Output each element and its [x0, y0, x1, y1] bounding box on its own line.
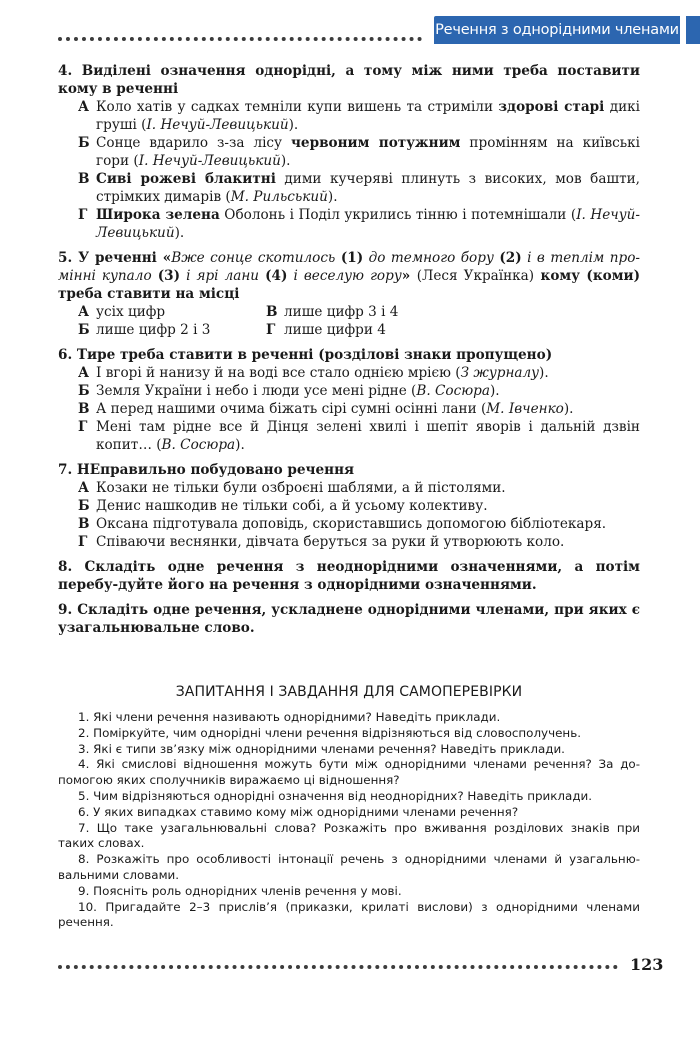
- option-text: Коло хатів у садках темніли купи вишень та стриміли здорові старі дикі груші (І. Нечуй-Левицький).: [96, 99, 640, 133]
- question-6-head: 6. Тире треба ставити в реченні (розділові знаки пропущено): [58, 347, 553, 363]
- question-7-head: 7. НЕправильно побудовано речення: [58, 462, 355, 478]
- selfcheck-title: ЗАПИТАННЯ І ЗАВДАННЯ ДЛЯ САМОПЕРЕВІРКИ: [175, 684, 523, 700]
- option-letter: А: [78, 304, 90, 320]
- q7-option-a: [78, 479, 640, 497]
- header-edge-bar: [686, 16, 700, 44]
- question-5-head: 5. У реченні «Вже сонце скотилось (1) до темного бору (2) і в теплім про-мінні купало (3) і ярі лани (4) і веселую гору» (Леся Українка) кому (коми) треба ставити на місці: [58, 250, 641, 302]
- bottom-dotted-rule: [58, 965, 618, 969]
- option-letter: В: [266, 304, 278, 320]
- page-number: 123: [630, 955, 664, 974]
- option-text: Широка зелена Оболонь і Поділ укрились тінню і потемнішали (І. Нечуй-Левицький).: [96, 207, 640, 241]
- option-letter: Г: [78, 419, 88, 435]
- option-letter: В: [78, 401, 90, 417]
- selfcheck-item: 7. Що таке узагальнювальні слова? Розкажіть про вживання розділових знаків при таких словах.: [58, 820, 640, 851]
- option-text: лише цифр 3 і 4: [284, 304, 399, 320]
- top-dotted-rule: [58, 37, 422, 41]
- option-text: Співаючи веснянки, дівчата беруться за руки й утворюють коло.: [96, 534, 565, 550]
- q4-option-b: [78, 134, 640, 170]
- q6-option-d: [78, 418, 640, 454]
- option-letter: Г: [266, 322, 276, 338]
- q5-option-d: [266, 321, 640, 339]
- option-text: лише цифри 4: [284, 322, 386, 338]
- option-text: лише цифр 2 і 3: [96, 322, 211, 338]
- selfcheck-item: 2. Поміркуйте, чим однорідні члени речення відрізняються від словосполучень.: [78, 725, 581, 740]
- q5-option-a: [78, 303, 266, 321]
- selfcheck-item: 4. Які смислові відношення можуть бути між однорідними членами речення? За до-помогою яких сполучників виражаємо ці відношення?: [58, 757, 640, 788]
- question-8-head: 8. Складіть одне речення з неоднорідними означеннями, а потім перебу-дуйте його на речення з однорідними означеннями.: [58, 559, 640, 593]
- selfcheck-item: 6. У яких випадках ставимо кому між однорідними членами речення?: [78, 804, 519, 819]
- option-letter: Г: [78, 534, 88, 550]
- option-text: Мені там рідне все й Дінця зелені хвилі і шепіт яворів і дальній дзвін копит… (В. Сосюра).: [96, 419, 640, 453]
- option-text: Оксана підготувала доповідь, скориставшись допомогою бібліотекаря.: [96, 516, 607, 532]
- q5-option-c: [266, 303, 640, 321]
- selfcheck-item: 9. Поясніть роль однорідних членів речення у мові.: [78, 883, 402, 898]
- selfcheck-item: 3. Які є типи зв’язку між однорідними членами речення? Наведіть приклади.: [78, 741, 565, 756]
- question-4: [58, 62, 640, 242]
- option-text: Козаки не тільки були озброєні шаблями, а й пістолями.: [96, 480, 506, 496]
- option-text: Денис нашкодив не тільки собі, а й усьому колективу.: [96, 498, 488, 514]
- selfcheck-item: 1. Які члени речення називають однорідними? Наведіть приклади.: [78, 710, 501, 724]
- option-letter: А: [78, 99, 90, 115]
- q5-options: [78, 303, 640, 339]
- section-header: Речення з однорідними членами: [434, 16, 680, 44]
- q4-option-c: [78, 170, 640, 206]
- q7-option-c: [78, 515, 640, 533]
- q5-option-b: [78, 321, 266, 339]
- option-text: Сонце вдарило з-за лісу червоним потужним промінням на київські гори (І. Нечуй-Левицький).: [96, 135, 641, 169]
- q4-option-d: [78, 206, 640, 242]
- q6-option-a: [78, 364, 640, 382]
- selfcheck-item: 10. Пригадайте 2–3 прислів’я (приказки, крилаті вислови) з однорідними членами речення.: [58, 899, 640, 930]
- question-4-head: 4. Виділені означення однорідні, а тому між ними треба поставити кому в реченні: [58, 63, 640, 97]
- question-9: [58, 601, 640, 637]
- selfcheck-item: 5. Чим відрізняються однорідні означення від неоднорідних? Наведіть приклади.: [78, 788, 593, 803]
- option-letter: А: [78, 365, 90, 381]
- option-text: Сиві рожеві блакитні дими кучеряві плинуть з високих, мов башти, стрімких димарів (М. Рильський).: [96, 171, 640, 205]
- option-letter: А: [78, 480, 90, 496]
- option-text: А перед нашими очима біжать сірі сумні осінні лани (М. Івченко).: [96, 401, 574, 417]
- q6-option-b: [78, 382, 640, 400]
- selfcheck-list: [58, 710, 640, 931]
- option-letter: Г: [78, 207, 88, 223]
- option-text: усіх цифр: [96, 304, 166, 320]
- question-6: [58, 346, 640, 454]
- option-text: І вгорі й нанизу й на воді все стало однією мрією (З журналу).: [96, 365, 549, 381]
- selfcheck-item: 8. Розкажіть про особливості інтонації речень з однорідними членами й узагальню-вальними словами.: [58, 852, 640, 882]
- option-letter: Б: [78, 322, 90, 338]
- question-7: [58, 461, 640, 551]
- q6-option-c: [78, 400, 640, 418]
- option-letter: Б: [78, 498, 90, 514]
- option-letter: Б: [78, 135, 90, 151]
- option-letter: Б: [78, 383, 90, 399]
- option-letter: В: [78, 171, 90, 187]
- option-text: Земля України і небо і люди усе мені рідне (В. Сосюра).: [96, 383, 500, 399]
- exercises: [58, 62, 640, 644]
- q7-option-b: [78, 497, 640, 515]
- question-9-head: 9. Складіть одне речення, ускладнене однорідними членами, при яких є узагальнювальне слово.: [58, 602, 640, 636]
- question-8: [58, 558, 640, 594]
- option-letter: В: [78, 516, 90, 532]
- q4-option-a: [78, 98, 640, 134]
- question-5: [58, 249, 640, 339]
- q7-option-d: [78, 533, 640, 551]
